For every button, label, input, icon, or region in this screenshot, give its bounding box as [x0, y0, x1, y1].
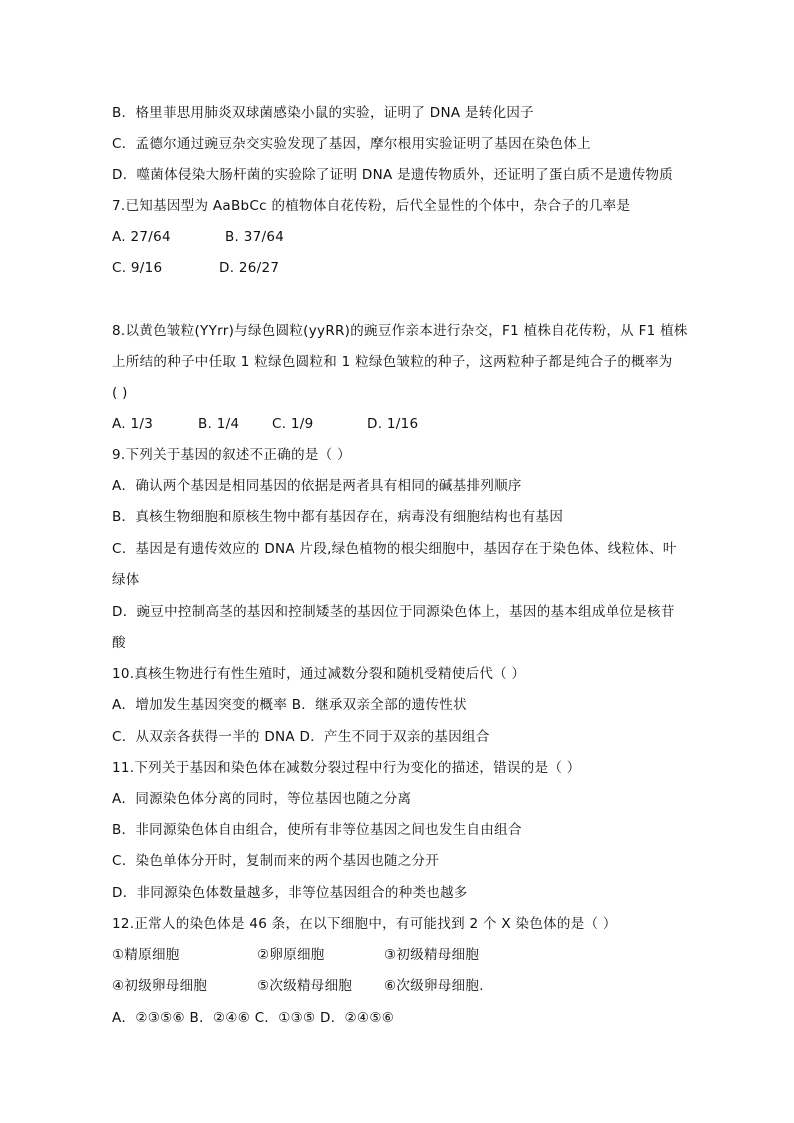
- option-d-phage: D．噬菌体侵染大肠杆菌的实验除了证明 DNA 是遗传物质外，还证明了蛋白质不是遗传物质: [112, 167, 674, 183]
- q7-option-a: A. 27/64: [112, 229, 171, 245]
- q12-cell-3: ③初级精母细胞: [384, 947, 480, 963]
- q9-option-b: B．真核生物细胞和原核生物中都有基因存在，病毒没有细胞结构也有基因: [112, 509, 564, 525]
- q11-option-a: A．同源染色体分离的同时，等位基因也随之分离: [112, 791, 412, 807]
- question-9: 9.下列关于基因的叙述不正确的是（ ）: [112, 447, 351, 463]
- question-8-options: [112, 415, 418, 433]
- q8-option-b: B. 1/4: [198, 416, 240, 432]
- q9-option-d-line-2: 酸: [112, 635, 126, 651]
- q12-cells-row-2: [112, 977, 484, 995]
- question-7-options-ab: [112, 228, 284, 246]
- q9-option-c-line-2: 绿体: [112, 572, 140, 588]
- q12-options: A．②③⑤⑥ B．②④⑥ C．①③⑤ D．②④⑤⑥: [112, 1010, 395, 1026]
- question-8-line-1: 8.以黄色皱粒(YYrr)与绿色圆粒(yyRR)的豌豆作亲本进行杂交，F1 植株自花传粉，从 F1 植株: [112, 323, 688, 339]
- question-8-line-2: 上所结的种子中任取 1 粒绿色圆粒和 1 粒绿色皱粒的种子，这两粒种子都是纯合子的概率为: [112, 354, 673, 370]
- q11-option-c: C．染色单体分开时，复制而来的两个基因也随之分开: [112, 853, 440, 869]
- q8-option-a: A. 1/3: [112, 416, 154, 432]
- q9-option-a: A．确认两个基因是相同基因的依据是两者具有相同的碱基排列顺序: [112, 478, 522, 494]
- q8-option-c: C. 1/9: [272, 416, 314, 432]
- q7-option-b: B. 37/64: [225, 229, 285, 245]
- question-7-options-cd: [112, 259, 279, 277]
- question-12: 12.正常人的染色体是 46 条，在以下细胞中，有可能找到 2 个 X 染色体的是（ ）: [112, 916, 617, 932]
- q12-cell-5: ⑤次级精母细胞: [257, 978, 353, 994]
- question-8-line-3: ( ): [112, 385, 128, 401]
- q10-options-cd: C．从双亲各获得一半的 DNA D．产生不同于双亲的基因组合: [112, 729, 490, 745]
- q12-cell-1: ①精原细胞: [112, 947, 180, 963]
- question-7: 7.已知基因型为 AaBbCc 的植物体自花传粉，后代全显性的个体中，杂合子的几率是: [112, 198, 631, 214]
- q9-option-c-line-1: C．基因是有遗传效应的 DNA 片段,绿色植物的根尖细胞中，基因存在于染色体、线粒体、叶: [112, 541, 677, 557]
- option-b-griffith: B．格里菲思用肺炎双球菌感染小鼠的实验，证明了 DNA 是转化因子: [112, 105, 534, 121]
- q7-option-c: C. 9/16: [112, 260, 163, 276]
- q8-option-d: D. 1/16: [367, 416, 419, 432]
- q12-cell-2: ②卵原细胞: [257, 947, 325, 963]
- q12-cell-4: ④初级卵母细胞: [112, 978, 208, 994]
- question-11: 11.下列关于基因和染色体在减数分裂过程中行为变化的描述，错误的是（ ）: [112, 760, 581, 776]
- q11-option-b: B．非同源染色体自由组合，使所有非等位基因之间也发生自由组合: [112, 822, 522, 838]
- q7-option-d: D. 26/27: [219, 260, 280, 276]
- question-10: 10.真核生物进行有性生殖时，通过减数分裂和随机受精使后代（ ）: [112, 666, 526, 682]
- q12-cell-6: ⑥次级卵母细胞.: [384, 978, 484, 994]
- q12-cells-row-1: [112, 946, 479, 964]
- q10-options-ab: A．增加发生基因突变的概率 B．继承双亲全部的遗传性状: [112, 697, 467, 713]
- option-c-mendel: C．孟德尔通过豌豆杂交实验发现了基因，摩尔根用实验证明了基因在染色体上: [112, 136, 591, 152]
- q9-option-d-line-1: D．豌豆中控制高茎的基因和控制矮茎的基因位于同源染色体上，基因的基本组成单位是核苷: [112, 604, 675, 620]
- q11-option-d: D．非同源染色体数量越多，非等位基因组合的种类也越多: [112, 885, 468, 901]
